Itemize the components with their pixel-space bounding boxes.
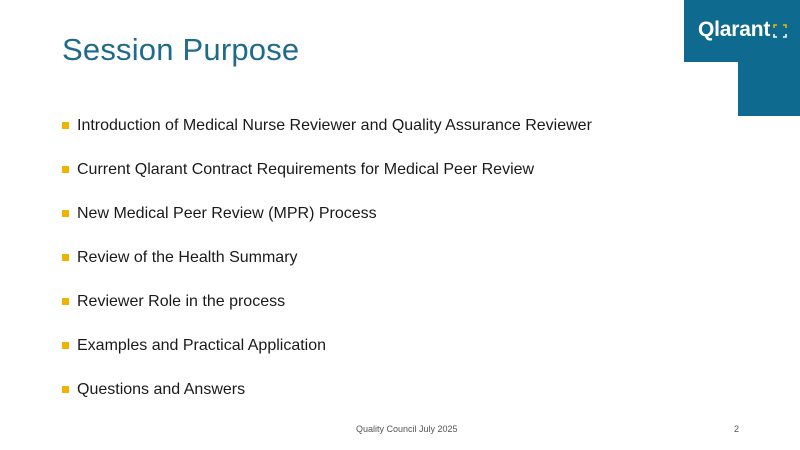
bullet-square-icon	[62, 254, 69, 261]
bullet-text: Introduction of Medical Nurse Reviewer and Quality Assurance Reviewer	[77, 117, 592, 134]
bullet-text: Questions and Answers	[77, 381, 246, 398]
bullet-item	[62, 116, 742, 160]
bullet-square-icon	[62, 210, 69, 217]
page-number: 2	[734, 424, 740, 434]
bullet-square-icon	[62, 122, 69, 129]
bullet-square-icon	[62, 386, 69, 393]
bullet-item	[62, 292, 742, 336]
bullet-item	[62, 380, 742, 424]
logo-bottom-block	[738, 62, 800, 116]
session-bullet-list	[62, 116, 742, 424]
bullet-square-icon	[62, 298, 69, 305]
qlarant-logo	[684, 0, 800, 116]
bullet-text: Current Qlarant Contract Requirements for Medical Peer Review	[77, 161, 535, 178]
bullet-square-icon	[62, 342, 69, 349]
bullet-item	[62, 160, 742, 204]
bullet-text: Reviewer Role in the process	[77, 293, 286, 310]
bullet-item	[62, 336, 742, 380]
bullet-item	[62, 204, 742, 248]
bullet-text: Review of the Health Summary	[77, 249, 298, 266]
bullet-text: New Medical Peer Review (MPR) Process	[77, 205, 377, 222]
logo-text: Qlarant	[698, 18, 771, 41]
bullet-text: Examples and Practical Application	[77, 337, 327, 354]
slide-title: Session Purpose	[62, 32, 300, 67]
bullet-item	[62, 248, 742, 292]
logo-mark-icon	[773, 24, 787, 38]
slide-footer: Quality Council July 2025	[356, 424, 458, 434]
bullet-square-icon	[62, 166, 69, 173]
